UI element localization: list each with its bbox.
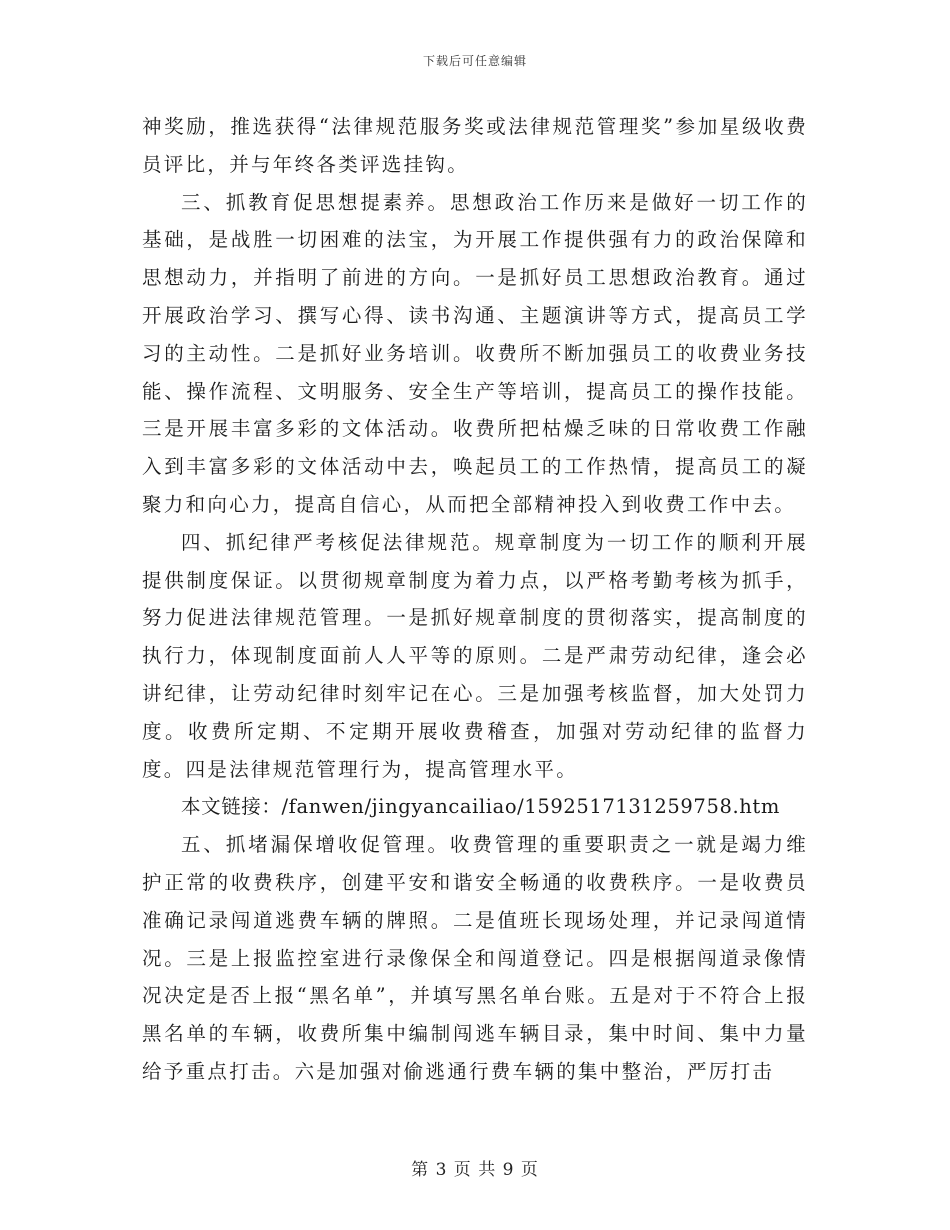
article-link[interactable]: 本文链接：/fanwen/jingyancailiao/1592517131259758.htm	[181, 795, 780, 819]
paragraph-1: 神奖励，推选获得“法律规范服务奖或法律规范管理奖”参加星级收费员评比，并与年终各类评选挂钩。	[142, 115, 808, 176]
page-header: 下载后可任意编辑	[422, 54, 527, 68]
document-body	[142, 108, 808, 1091]
paragraph-3: 四、抓纪律严考核促法律规范。规章制度为一切工作的顺利开展提供制度保证。以贯彻规章制度为着力点，以严格考勤考核为抓手，努力促进法律规范管理。一是抓好规章制度的贯彻落实，提高制度的执行力，体现制度面前人人平等的原则。二是严肃劳动纪律，逢会必讲纪律，让劳动纪律时刻牢记在心。三是加强考核监督，加大处罚力度。收费所定期、不定期开展收费稽查，加强对劳动纪律的监督力度。四是法律规范管理行为，提高管理水平。	[142, 530, 808, 781]
paragraph-5: 五、抓堵漏保增收促管理。收费管理的重要职责之一就是竭力维护正常的收费秩序，创建平安和谐安全畅通的收费秩序。一是收费员准确记录闯道逃费车辆的牌照。二是值班长现场处理，并记录闯道情况。三是上报监控室进行录像保全和闯道登记。四是根据闯道录像情况决定是否上报“黑名单”，并填写黑名单台账。五是对于不符合上报黑名单的车辆，收费所集中编制闯逃车辆目录，集中时间、集中力量给予重点打击。六是加强对偷逃通行费车辆的集中整治，严厉打击	[142, 833, 808, 1083]
page-number-footer: 第 3 页 共 9 页	[411, 1160, 539, 1180]
paragraph-2: 三、抓教育促思想提素养。思想政治工作历来是做好一切工作的基础，是战胜一切困难的法宝，为开展工作提供强有力的政治保障和思想动力，并指明了前进的方向。一是抓好员工思想政治教育。通过开展政治学习、撰写心得、读书沟通、主题演讲等方式，提高员工学习的主动性。二是抓好业务培训。收费所不断加强员工的收费业务技能、操作流程、文明服务、安全生产等培训，提高员工的操作技能。三是开展丰富多彩的文体活动。收费所把枯燥乏味的日常收费工作融入到丰富多彩的文体活动中去，唤起员工的工作热情，提高员工的凝聚力和向心力，提高自信心，从而把全部精神投入到收费工作中去。	[142, 190, 808, 516]
